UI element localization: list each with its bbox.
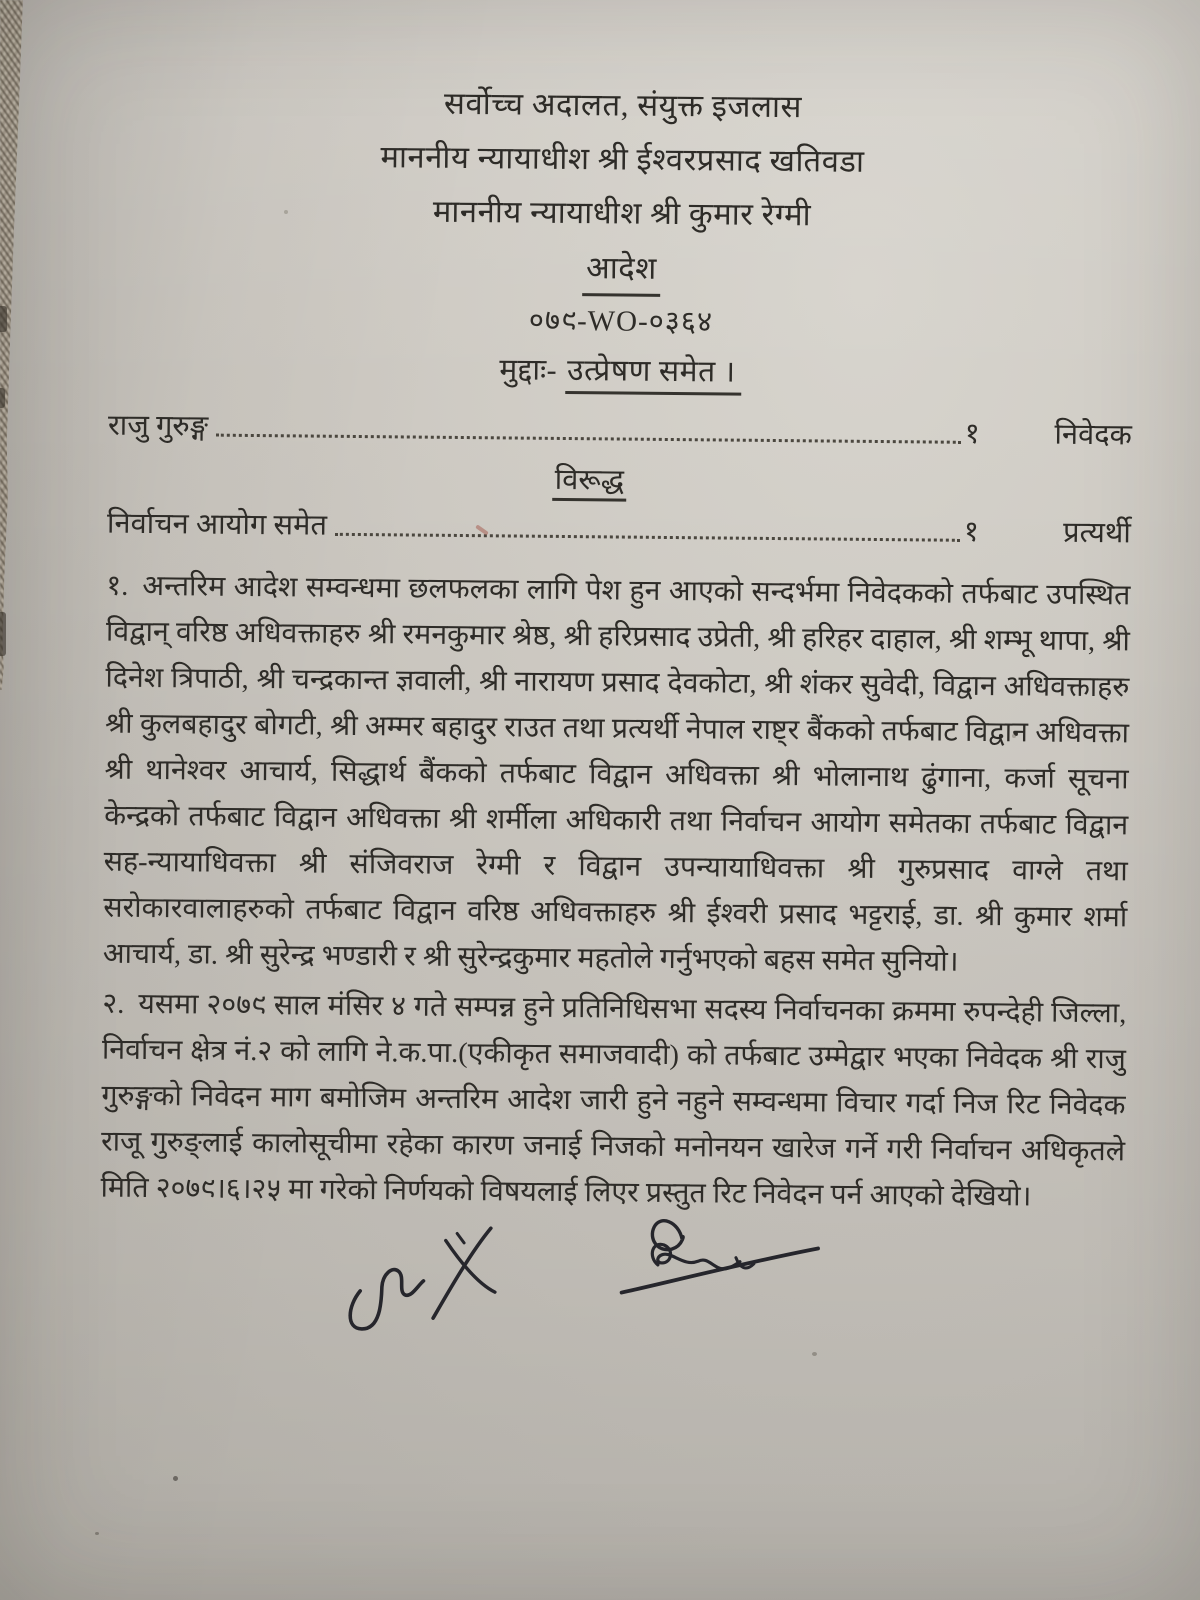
court-title: सर्वोच्च अदालत, संयुक्त इजलास: [443, 85, 803, 125]
judge-name-2: माननीय न्यायाधीश श्री कुमार रेग्मी: [432, 193, 812, 233]
subject-label: मुद्दाः-: [499, 353, 558, 387]
paragraph-2-number: २.: [102, 988, 125, 1020]
case-number: ०७९-WO-०३६४: [528, 304, 714, 339]
respondent-role: प्रत्यर्थी: [1062, 516, 1132, 550]
judge-name-1: माननीय न्यायाधीश श्री ईश्वरप्रसाद खतिवडा: [380, 139, 865, 179]
dotted-leader: [335, 533, 960, 542]
petitioner-row: [108, 404, 1132, 458]
versus-label: विरूद्ध: [553, 464, 627, 502]
parties-section: [107, 404, 1132, 556]
respondent-number: १: [963, 515, 980, 548]
petitioner-number: १: [964, 417, 981, 450]
paragraph-1-text: अन्तरिम आदेश सम्वन्धमा छलफलका लागि पेश हुन आएको सन्दर्भमा निवेदकको तर्फबाट उपस्थित विद्वान् वरिष्ठ अधिवक्ताहरु श्री रमनकुमार श्रेष्ठ, श्री हरिप्रसाद उप्रेती, श्री हरिहर दाहाल, श्री शम्भू थापा, श्री दिनेश त्रिपाठी, श्री चन्द्रकान्त ज्ञवाली, श्री नारायण प्रसाद देवकोटा, श्री शंकर सुवेदी, विद्वान अधिवक्ताहरु श्री कुलबहादुर बोगटी, श्री अम्मर बहादुर राउत तथा प्रत्यर्थी नेपाल राष्ट्र बैंकको तर्फबाट विद्वान अधिवक्ता श्री थानेश्वर आचार्य, सिद्धार्थ बैंकको तर्फबाट विद्वान अधिवक्ता श्री भोलानाथ ढुंगाना, कर्जा सूचना केन्द्रको तर्फबाट विद्वान अधिवक्ता श्री शर्मीला अधिकारी तथा निर्वाचन आयोग समेतका तर्फबाट विद्वान सह-न्यायाधिवक्ता श्री संजिवराज रेग्मी र विद्वान उपन्यायाधिवक्ता श्री गुरुप्रसाद वाग्ले तथा सरोकारवालाहरुको तर्फबाट विद्वान वरिष्ठ अधिवक्ताहरु श्री ईश्वरी प्रसाद भट्टराई, डा. श्री कुमार शर्मा आचार्य, डा. श्री सुरेन्द्र भण्डारी र श्री सुरेन्द्रकुमार महतोले गर्नुभएको बहस समेत सुनियो।: [102, 570, 1131, 978]
paragraph-1: [103, 564, 1131, 988]
document-header: [108, 0, 1136, 401]
paragraph-1-number: १.: [106, 570, 129, 602]
document-content: [99, 0, 1136, 1345]
petitioner-role: निवेदक: [1054, 418, 1133, 452]
respondent-row: [107, 502, 1131, 556]
judge-signature-right: [617, 1213, 822, 1307]
signatures-row: [337, 1226, 1124, 1346]
paragraph-2: [100, 982, 1126, 1222]
judge-signature-left: [333, 1219, 519, 1347]
dotted-leader: [216, 434, 961, 444]
order-title-wrap: [109, 236, 1133, 302]
order-body: [100, 564, 1130, 1222]
respondent-name: निर्वाचन आयोग समेत: [106, 507, 328, 542]
order-title: आदेश: [582, 244, 661, 297]
petitioner-name: राजु गुरुङ्ग: [107, 409, 209, 443]
case-subject: [108, 342, 1132, 402]
subject-value: उत्प्रेषण समेत ।: [565, 354, 742, 396]
paragraph-2-text: यसमा २०७९ साल मंसिर ४ गते सम्पन्न हुने प्रतिनिधिसभा सदस्य निर्वाचनका क्रममा रुपन्देही जिल्ला, निर्वाचन क्षेत्र नं.२ को लागि ने.क.पा.(एकीकृत समाजवादी) को तर्फबाट उम्मेद्वार भएका निवेदक श्री राजु गुरुङ्गको निवेदन माग बमोजिम अन्तरिम आदेश जारी हुने नहुने सम्वन्धमा विचार गर्दा निज रिट निवेदक राजू गुरुङ्लाई कालोसूचीमा रहेका कारण जनाई निजको मनोनयन खारेज गर्ने गरी निर्वाचन अधिकृतले मिति २०७९।६।२५ मा गरेको निर्णयको विषयलाई लिएर प्रस्तुत रिट निवेदन पर्न आएको देखियो।: [100, 988, 1127, 1213]
